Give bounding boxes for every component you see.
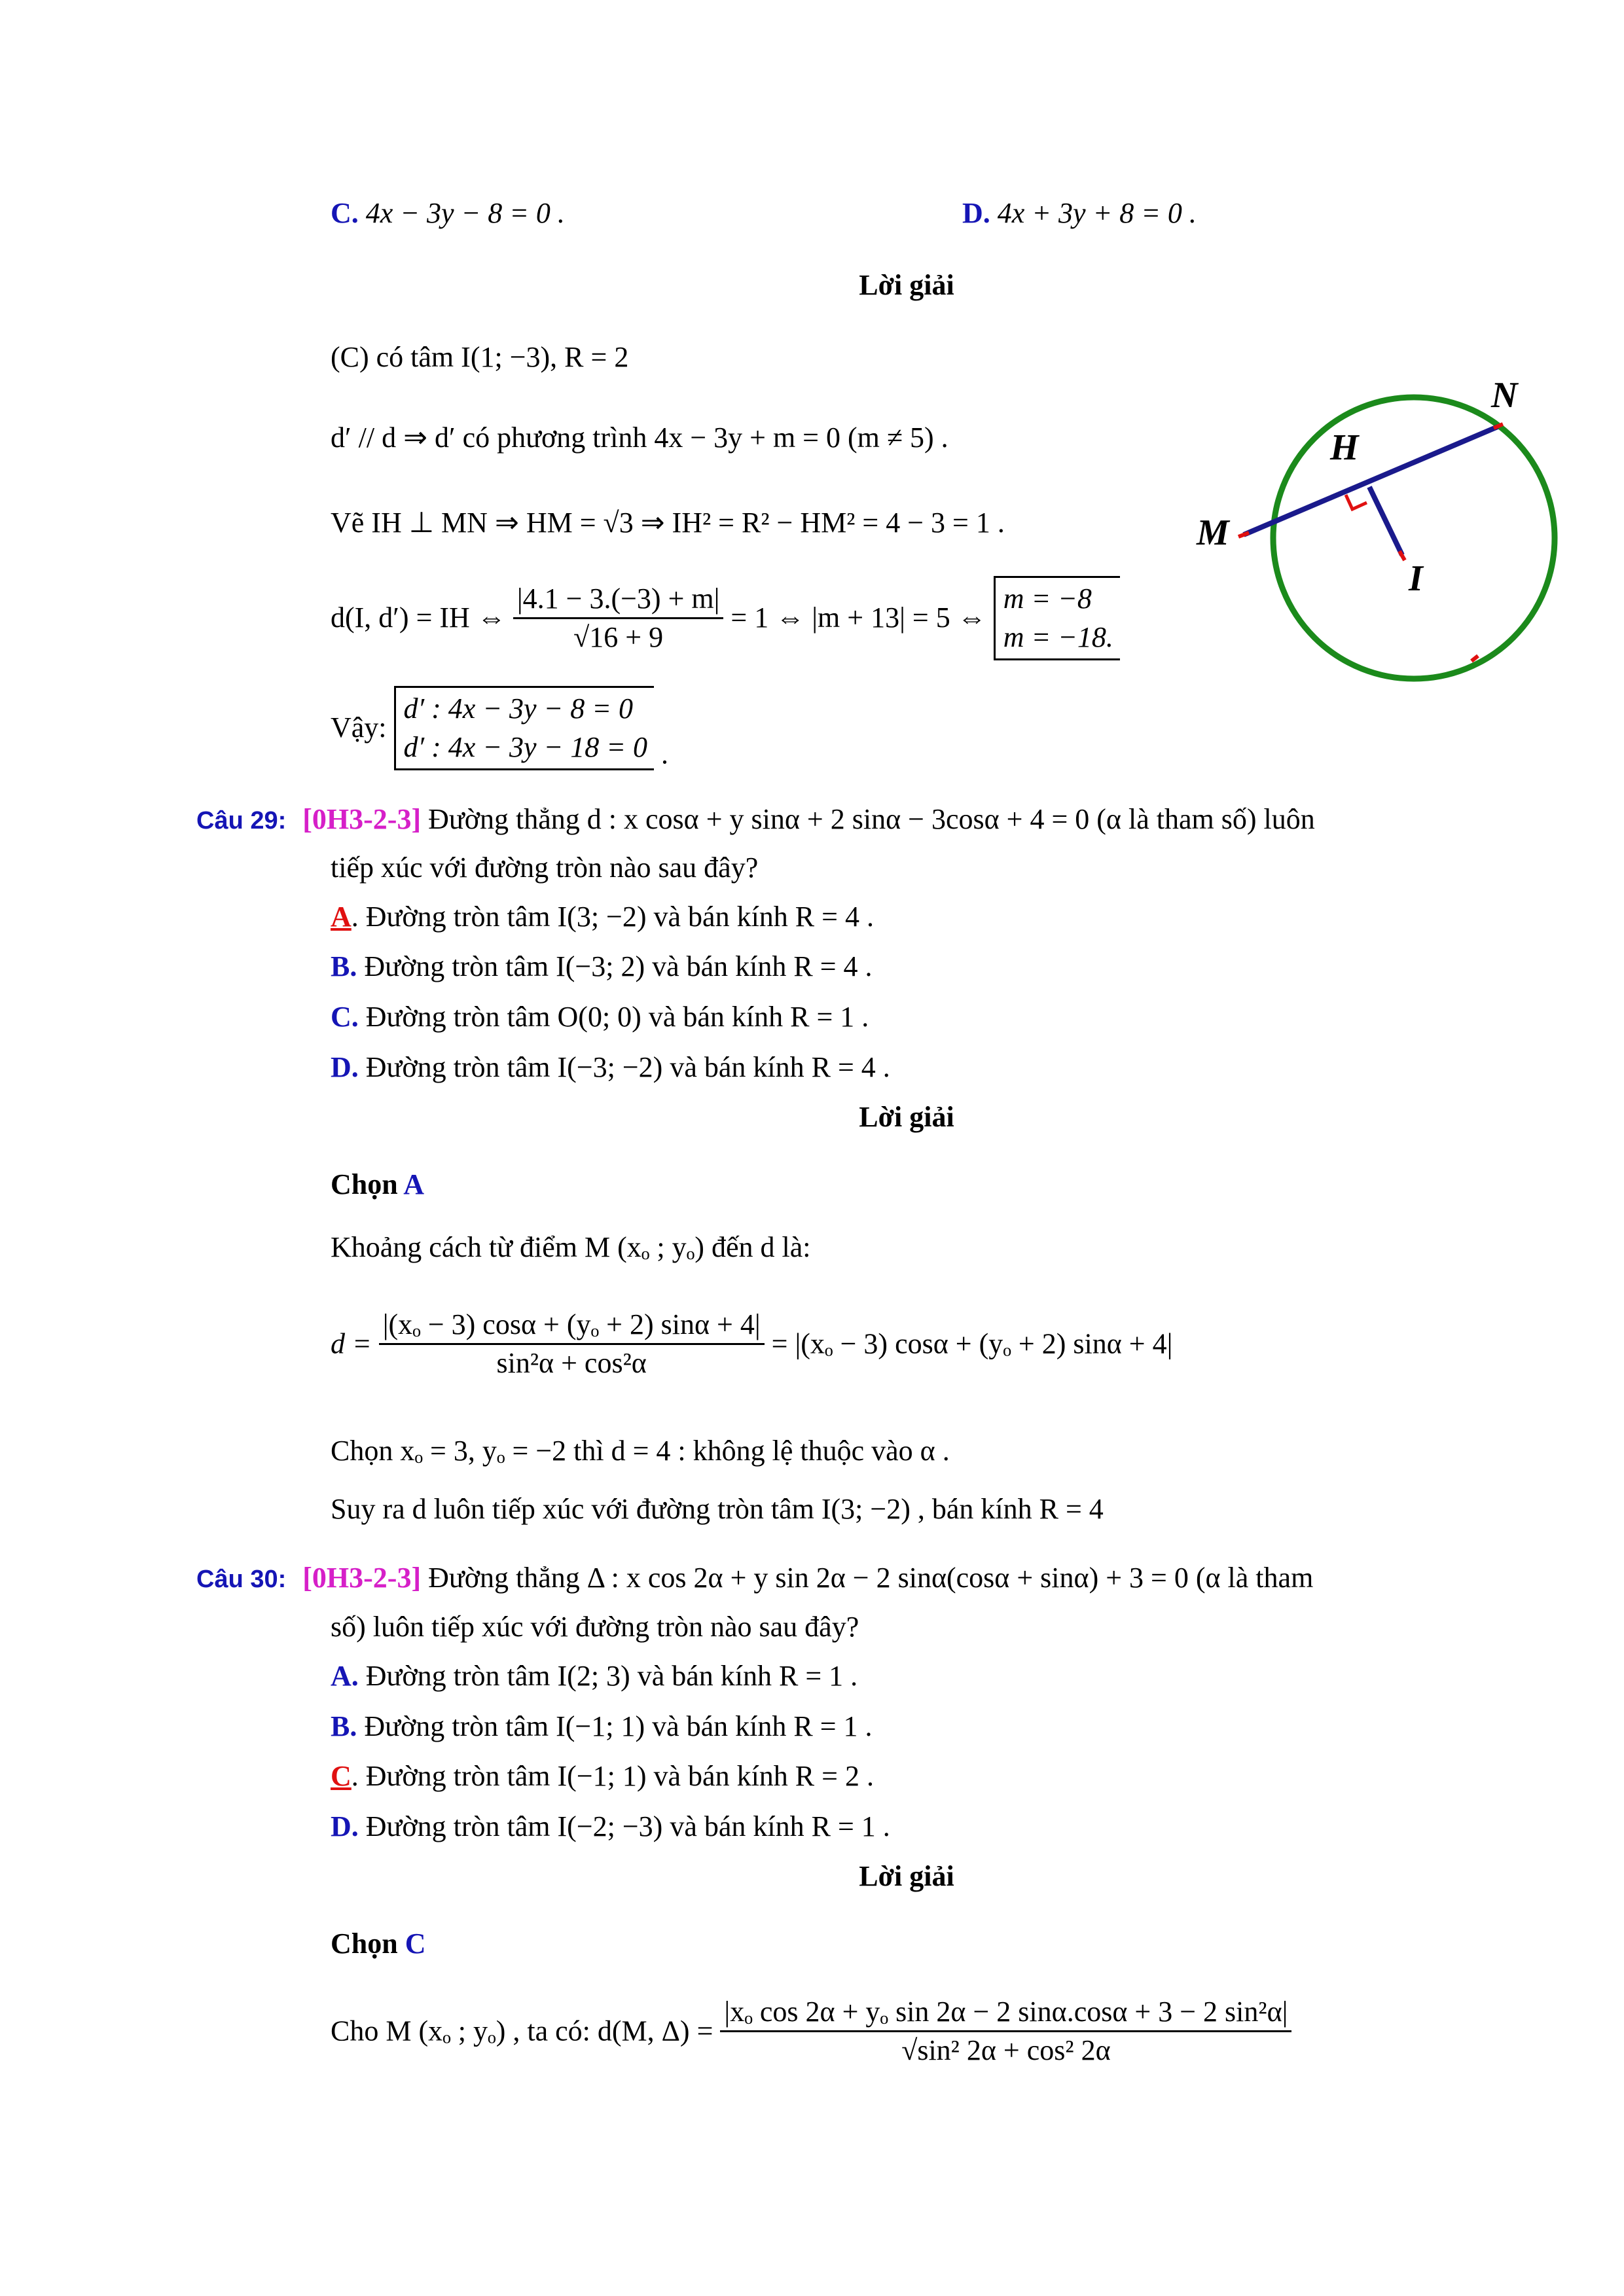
q30-option-b-label: B.	[331, 1710, 357, 1742]
q29-step-2-right: = |(xₒ − 3) cosα + (yₒ + 2) sinα + 4|	[771, 1327, 1173, 1360]
distance-left: d(I, d′) = IH ⇔	[331, 601, 506, 634]
q30-stem-1: Đường thẳng Δ : x cos 2α + y sin 2α − 2 sinα(cosα + sinα) + 3 = 0 (α là tham	[428, 1562, 1314, 1594]
q30-option-d	[331, 1811, 890, 1842]
label-n: N	[1491, 375, 1518, 416]
option-c	[331, 198, 565, 229]
distance-numerator: |4.1 − 3.(−3) + m|	[513, 583, 724, 619]
line-case-2: d′ : 4x − 3y − 18 = 0	[403, 731, 647, 764]
q29-chon: Chọn	[331, 1168, 398, 1200]
q29-denominator: sin²α + cos²α	[496, 1347, 647, 1380]
solution-line-2: d′ // d ⇒ d′ có phương trình 4x − 3y + m = 0 (m ≠ 5) .	[331, 422, 948, 454]
q30-option-a-text: Đường tròn tâm I(2; 3) và bán kính R = 1 .	[365, 1660, 858, 1692]
circle-tick-mark	[1471, 656, 1478, 661]
circle-figure	[1178, 360, 1571, 726]
right-angle-mark	[1346, 495, 1367, 509]
distance-fraction	[513, 583, 724, 654]
q29-code: [0H3-2-3]	[302, 803, 422, 835]
q30-option-c-label: C	[331, 1760, 352, 1792]
option-d	[962, 198, 1197, 229]
solution-line-4	[331, 576, 1120, 660]
q29-option-a-label: A	[331, 901, 352, 933]
m-case-1: m = −8	[1003, 583, 1092, 615]
point-i-mark	[1399, 551, 1405, 560]
q29-option-b	[331, 951, 873, 982]
circle-outline	[1273, 397, 1555, 679]
q29-fraction	[379, 1309, 765, 1380]
option-d-label: D.	[962, 197, 990, 229]
q29-option-a	[331, 901, 874, 933]
option-c-label: C.	[331, 197, 359, 229]
q30-stem-2: số) luôn tiếp xúc với đường tròn nào sau đây?	[331, 1611, 859, 1643]
line-cases	[394, 686, 654, 770]
label-h: H	[1330, 427, 1359, 468]
q30-option-d-label: D.	[331, 1810, 359, 1842]
option-c-equation: 4x − 3y − 8 = 0 .	[365, 197, 565, 229]
q30-fraction	[720, 1996, 1291, 2067]
q29-number: Câu 29:	[196, 807, 287, 834]
q29-stem-line-1	[196, 804, 1315, 835]
q29-stem-1: Đường thẳng d : x cosα + y sinα + 2 sinα − 3cosα + 4 = 0 (α là tham số) luôn	[428, 803, 1315, 835]
q29-option-a-text: . Đường tròn tâm I(3; −2) và bán kính R = 4 .	[351, 901, 874, 933]
q30-answer	[331, 1928, 426, 1960]
q29-option-d	[331, 1052, 890, 1083]
distance-denominator: √16 + 9	[573, 620, 664, 653]
q30-denominator: √sin² 2α + cos² 2α	[901, 2034, 1111, 2067]
solution-line-1: (C) có tâm I(1; −3), R = 2	[331, 341, 629, 373]
solution-heading: Lời giải	[859, 269, 954, 301]
q29-step-2-left: d =	[331, 1327, 372, 1360]
q30-solution-heading: Lời giải	[859, 1860, 954, 1892]
q29-solution-heading: Lời giải	[859, 1101, 954, 1133]
q29-numerator: |(xₒ − 3) cosα + (yₒ + 2) sinα + 4|	[379, 1309, 765, 1345]
q29-step-4: Suy ra d luôn tiếp xúc với đường tròn tâm I(3; −2) , bán kính R = 4	[331, 1493, 1104, 1525]
segment-ih	[1369, 487, 1402, 555]
line-case-1: d′ : 4x − 3y − 8 = 0	[403, 692, 633, 725]
m-cases	[994, 576, 1120, 660]
q30-option-d-text: Đường tròn tâm I(−2; −3) và bán kính R = 1 .	[365, 1810, 890, 1842]
q29-answer	[331, 1169, 424, 1200]
option-d-equation: 4x + 3y + 8 = 0 .	[997, 197, 1197, 229]
q30-numerator: |xₒ cos 2α + yₒ sin 2α − 2 sinα.cosα + 3 − 2 sin²α|	[720, 1996, 1291, 2032]
q30-option-b-text: Đường tròn tâm I(−1; 1) và bán kính R = 1 .	[364, 1710, 873, 1742]
m-case-2: m = −18.	[1003, 621, 1113, 654]
solution-line-3: Vẽ IH ⊥ MN ⇒ HM = √3 ⇒ IH² = R² − HM² = 4 − 3 = 1 .	[331, 507, 1005, 539]
q30-code: [0H3-2-3]	[302, 1562, 422, 1594]
point-m-mark	[1238, 533, 1249, 537]
q29-option-d-text: Đường tròn tâm I(−3; −2) và bán kính R = 4 .	[365, 1051, 890, 1083]
q30-option-c-text: . Đường tròn tâm I(−1; 1) và bán kính R = 2 .	[351, 1760, 874, 1792]
q29-option-c-text: Đường tròn tâm O(0; 0) và bán kính R = 1 .	[365, 1001, 869, 1033]
q30-step-1	[331, 1996, 1291, 2067]
q30-stem-line-1	[196, 1562, 1313, 1594]
q29-chon-answer: A	[403, 1168, 425, 1200]
q30-option-a-label: A.	[331, 1660, 359, 1692]
q30-option-a	[331, 1660, 857, 1692]
q29-option-b-text: Đường tròn tâm I(−3; 2) và bán kính R = 4 .	[364, 950, 873, 982]
q29-step-3: Chọn xₒ = 3, yₒ = −2 thì d = 4 : không lệ thuộc vào α .	[331, 1435, 950, 1467]
q29-step-1: Khoảng cách từ điểm M (xₒ ; yₒ) đến d là:	[331, 1231, 811, 1263]
q30-step-1-left: Cho M (xₒ ; yₒ) , ta có: d(M, Δ) =	[331, 2015, 713, 2047]
q29-stem-2: tiếp xúc với đường tròn nào sau đây?	[331, 852, 759, 884]
conclusion-label: Vậy:	[331, 711, 387, 744]
solution-conclusion	[331, 686, 668, 770]
q30-chon: Chọn	[331, 1928, 398, 1960]
q29-option-d-label: D.	[331, 1051, 359, 1083]
q30-option-c	[331, 1761, 874, 1792]
conclusion-end: .	[660, 738, 668, 770]
q30-option-b	[331, 1711, 873, 1742]
q30-number: Câu 30:	[196, 1566, 287, 1593]
q29-option-c-label: C.	[331, 1001, 359, 1033]
chord-mn	[1244, 427, 1498, 535]
q29-option-b-label: B.	[331, 950, 357, 982]
label-m: M	[1197, 512, 1229, 553]
q29-option-c	[331, 1001, 869, 1033]
q29-step-2	[331, 1309, 1172, 1380]
distance-right: = 1 ⇔ |m + 13| = 5 ⇔	[731, 601, 986, 634]
label-i: I	[1409, 558, 1423, 599]
q30-chon-answer: C	[405, 1928, 426, 1960]
